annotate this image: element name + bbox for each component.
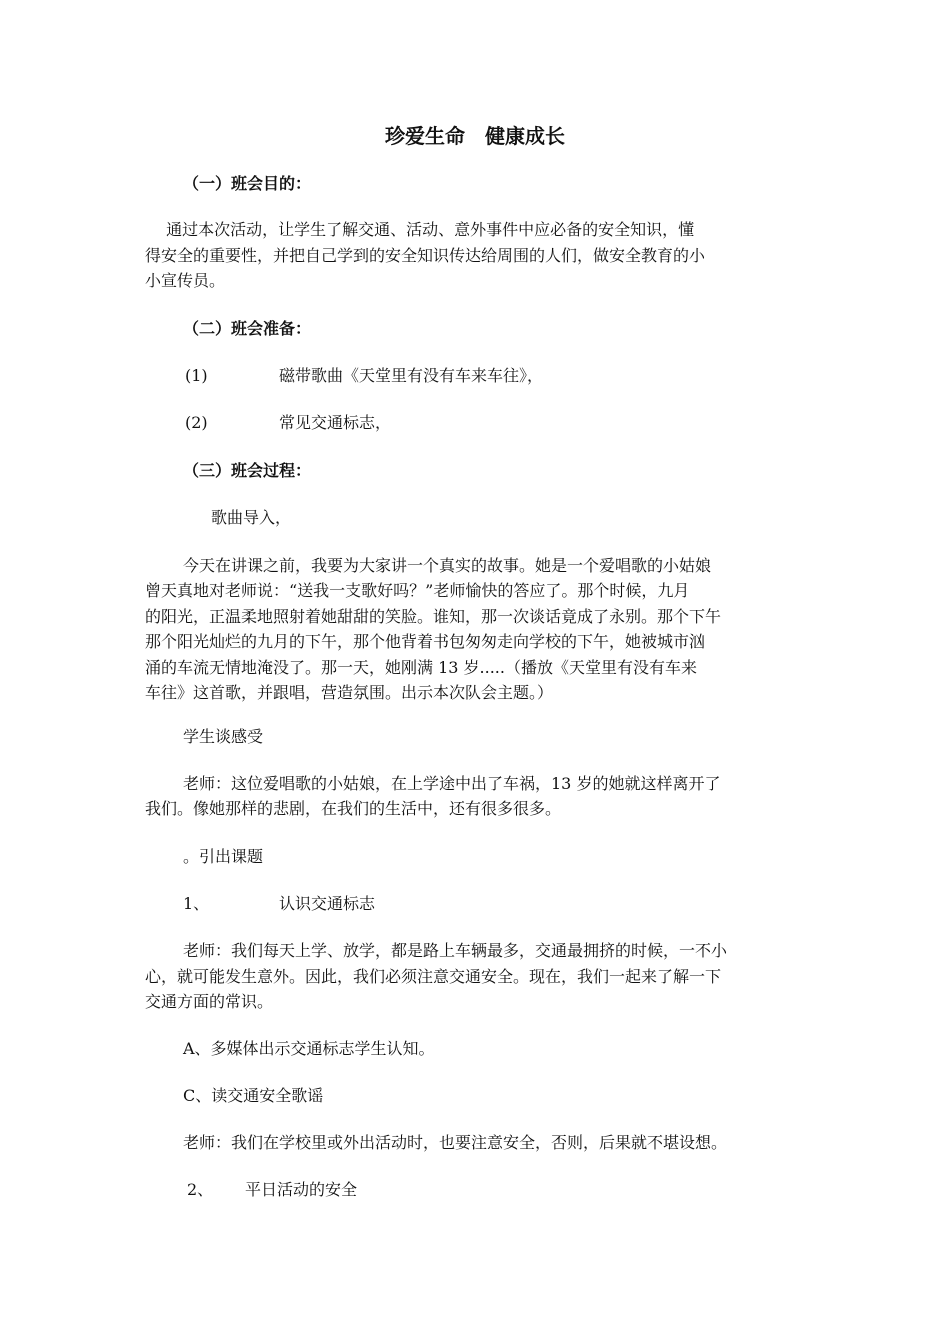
paragraph-line: 得安全的重要性，并把自己学到的安全知识传达给周围的人们，做安全教育的小 [145,246,706,265]
section-heading-preparation: （二）班会准备： [183,319,312,338]
section-heading-purpose: （一）班会目的： [183,174,312,193]
paragraph-line: 小宣传员。 [145,271,226,290]
paragraph-line: 涌的车流无情地淹没了。那一天，她刚满 13 岁.....（播放《天堂里有没有车来 [145,658,697,677]
paragraph-line: 老师：我们在学校里或外出活动时，也要注意安全，否则，后果就不堪设想。 [183,1133,728,1152]
paragraph-line: 交通方面的常识。 [145,992,274,1011]
list-item-text: A、多媒体出示交通标志学生认知。 [183,1039,435,1058]
list-item-text: 认识交通标志 [279,894,376,913]
paragraph-line: 车往》这首歌，并跟唱，营造氛围。出示本次队会主题。） [145,683,554,702]
paragraph-line: 通过本次活动，让学生了解交通、活动、意外事件中应必备的安全知识，懂 [145,220,695,239]
paragraph-line: 。引出课题 [183,847,264,866]
paragraph-line: 歌曲导入， [211,508,292,527]
list-item-number: (1) [185,366,208,385]
paragraph-line: 老师：我们每天上学、放学，都是路上车辆最多，交通最拥挤的时候，一不小 [183,941,728,960]
document-title: 珍爱生命 健康成长 [385,124,565,148]
list-item-text: 磁带歌曲《天堂里有没有车来车往》， [279,366,544,385]
paragraph-line: 老师：这位爱唱歌的小姑娘，在上学途中出了车祸，13 岁的她就这样离开了 [183,774,721,793]
list-item-number: 1、 [183,894,210,913]
paragraph-line: 我们。像她那样的悲剧，在我们的生活中，还有很多很多。 [145,799,562,818]
list-item-number: (2) [185,413,208,432]
paragraph-line: 曾天真地对老师说：“送我一支歌好吗？”老师愉快的答应了。那个时候，九月 [145,581,690,600]
list-item-number: 2、 [187,1180,214,1199]
paragraph-line: 今天在讲课之前，我要为大家讲一个真实的故事。她是一个爱唱歌的小姑娘 [183,556,712,575]
section-heading-process: （三）班会过程： [183,461,312,480]
paragraph-line: 那个阳光灿烂的九月的下午，那个他背着书包匆匆走向学校的下午，她被城市汹 [145,632,706,651]
list-item-text: 平日活动的安全 [245,1180,358,1199]
paragraph-line: 学生谈感受 [183,727,264,746]
list-item-text: 常见交通标志， [279,413,392,432]
paragraph-line: 心，就可能发生意外。因此，我们必须注意交通安全。现在，我们一起来了解一下 [145,967,722,986]
paragraph-line: 的阳光，正温柔地照射着她甜甜的笑脸。谁知，那一次谈话竟成了永别。那个下午 [145,607,722,626]
list-item-text: C、读交通安全歌谣 [183,1086,324,1105]
